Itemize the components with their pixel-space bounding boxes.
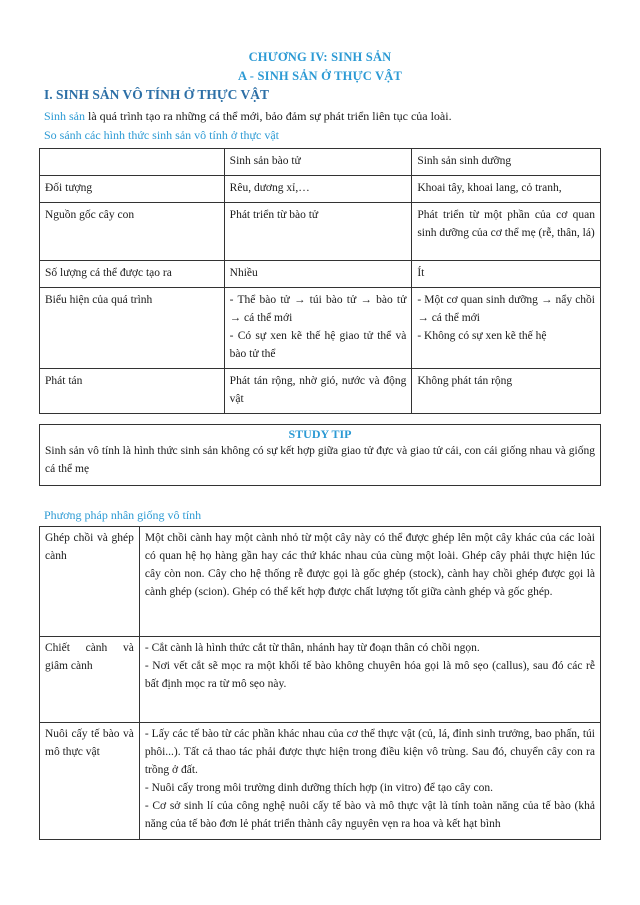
methods-title: Phương pháp nhân giống vô tính [44,508,202,522]
spore-line: Rêu, dương xỉ,… [229,182,310,194]
method-description [139,527,600,637]
study-tip-title: STUDY TIP [288,427,352,441]
method-line: - Cắt cành là hình thức cắt từ thân, nhánh hay từ đoạn thân có chồi ngọn. [144,642,480,654]
veg-cell [412,261,601,288]
spore-line: Phát triển từ bào tử [229,209,319,221]
method-line: - Nuôi cấy trong môi trường dinh dưỡng thích hợp (in vitro) để tạo cây con. [144,782,494,794]
veg-line: - Một cơ quan sinh dưỡng → nẩy chồi → cá thể mới [417,294,595,324]
row-label: Số lượng cá thể được tạo ra [40,261,225,288]
spore-line: - Thể bào tử → túi bào tử → bào tử → cá thể mới [229,294,407,324]
table-header-row [40,149,601,176]
method-label: Chiết cành và giâm cành [40,637,140,723]
veg-line: Khoai tây, khoai lang, cỏ tranh, [417,182,562,194]
method-description [139,723,600,840]
veg-cell [412,176,601,203]
veg-line: Ít [417,267,425,279]
section-heading: I. SINH SẢN VÔ TÍNH Ở THỰC VẬT [44,87,270,102]
row-label: Đối tượng [40,176,225,203]
spore-cell [224,176,412,203]
veg-cell [412,288,601,369]
table-header-cell: Sinh sản sinh dưỡng [412,149,601,176]
method-row [40,723,601,840]
spore-cell [224,288,412,369]
chapter-title: CHƯƠNG IV: SINH SẢN [248,50,392,64]
spore-cell [224,369,412,414]
veg-cell [412,369,601,414]
spore-line: Nhiều [229,267,258,279]
study-tip-box [39,424,601,486]
method-description [139,637,600,723]
table-row [40,203,601,261]
table-row [40,369,601,414]
row-label: Biểu hiện của quá trình [40,288,225,369]
veg-line: - Không có sự xen kẽ thế hệ [417,330,547,342]
veg-line: Phát triển từ một phần của cơ quan sinh dưỡng của cơ thể mẹ (rễ, thân, lá) [417,209,595,239]
intro-paragraph [44,109,452,124]
table-row [40,176,601,203]
spore-line: - Có sự xen kẽ thế hệ giao tử thể và bào tử thể [229,330,407,360]
part-title: A - SINH SẢN Ở THỰC VẬT [237,69,403,83]
row-label: Phát tán [40,369,225,414]
method-label: Ghép chồi và ghép cành [40,527,140,637]
veg-cell [412,203,601,261]
intro-rest: là quá trình tạo ra những cá thể mới, bảo đảm sự phát triển liên tục của loài. [85,109,452,123]
table-row [40,261,601,288]
table-header-cell [40,149,225,176]
method-row [40,527,601,637]
table-header-cell: Sinh sản bào tử [224,149,412,176]
intro-term: Sinh sản [44,109,86,123]
methods-table [39,526,601,840]
method-line: Một chồi cành hay một cành nhỏ từ một cây này có thể được ghép lên một cây khác của các loài có quan hệ họ hàng gần hay các thứ khác nhau của cùng một loài. Ghép cây phải thực hiện lúc cây còn non. Cây cho hệ thống rễ được gọi là gốc ghép (stock), cành hay chồi ghép được gọi là cành ghép (scion). Ghép có thể kết hợp được chất lượng tốt giữa cành ghép và gốc ghép. [144,532,595,598]
spore-line: Phát tán rộng, nhờ gió, nước và động vật [229,375,407,405]
veg-line: Không phát tán rộng [417,375,513,387]
method-label: Nuôi cấy tế bào và mô thực vật [40,723,140,840]
row-label: Nguồn gốc cây con [40,203,225,261]
method-row [40,637,601,723]
method-line: - Lấy các tế bào từ các phần khác nhau của cơ thể thực vật (củ, lá, đỉnh sinh trưởng, bao phấn, túi phôi...). Tất cả thao tác phải được thực hiện trong điều kiện vô trùng. Sau đó, chuyển cây con ra trồng ở đất. [144,728,595,776]
spore-cell [224,261,412,288]
spore-cell [224,203,412,261]
table-row [40,288,601,369]
comparison-table [39,148,601,414]
compare-title: So sánh các hình thức sinh sản vô tính ở thực vật [44,128,279,142]
method-line: - Cơ sở sinh lí của công nghệ nuôi cấy tế bào và mô thực vật là tính toàn năng của tế bào (khả năng của tế bào đơn lẻ phát triển thành cây nguyên vẹn ra hoa và kết hạt bình [144,800,595,830]
method-line: - Nơi vết cắt sẽ mọc ra một khối tế bào không chuyên hóa gọi là mô sẹo (callus), sau đó các rễ bất định mọc ra từ mô sẹo này. [144,660,595,690]
study-tip-text: Sinh sản vô tính là hình thức sinh sản không có sự kết hợp giữa giao tử đực và giao tử cái, con cái giống nhau và giống cá thể mẹ [45,445,595,475]
